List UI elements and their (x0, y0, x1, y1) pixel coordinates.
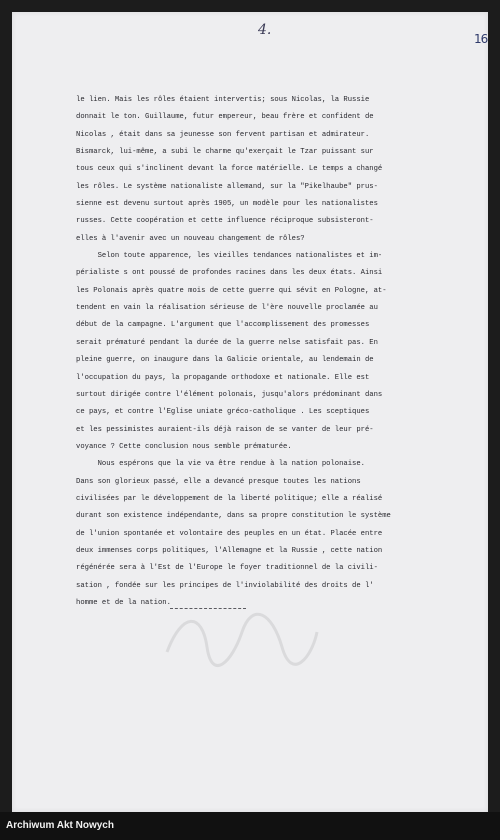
body-line: elles à l'avenir avec un nouveau changement de rôles? (76, 234, 305, 243)
archive-label: Archiwum Akt Nowych (6, 820, 114, 831)
body-line: l'occupation du pays, la propagande orthodoxe et nationale. Elle est (76, 373, 370, 382)
separator-rule (170, 608, 246, 609)
body-line: périaliste s ont poussé de profondes racines dans les deux états. Ainsi (76, 269, 383, 278)
body-line: sienne est devenu surtout après 1905, un modèle pour les nationalistes (76, 200, 378, 209)
body-line: deux immenses corps politiques, l'Allemagne et la Russie , cette nation (76, 546, 383, 555)
body-line: les rôles. Le système nationaliste allemand, sur la "Pikelhaube" prus- (76, 182, 378, 191)
body-line: surtout dirigée contre l'élément polonais, jusqu'alors prédominant dans (76, 390, 383, 399)
body-line: voyance ? Cette conclusion nous semble prématurée. (76, 442, 292, 451)
document-page (12, 12, 488, 812)
body-line: Bismarck, lui-même, a subi le charme qu'exerçait le Tzar puissant sur (76, 148, 374, 157)
archive-footer (0, 812, 500, 840)
archive-number: 16 (474, 32, 488, 46)
body-line: Nous espérons que la vie va être rendue à la nation polonaise. (76, 460, 365, 469)
body-line: homme et de la nation. (76, 598, 171, 607)
body-line: et les pessimistes auraient-ils déjà raison de se vanter de leur pré- (76, 425, 374, 434)
body-line: pleine guerre, on inaugure dans la Galicie orientale, au lendemain de (76, 356, 374, 365)
body-line: sation , fondée sur les principes de l'inviolabilité des droits de l' (76, 581, 374, 590)
body-line: début de la campagne. L'argument que l'accomplissement des promesses (76, 321, 370, 330)
body-line: civilisées par le développement de la liberté politique; elle a réalisé (76, 494, 383, 503)
body-line: Selon toute apparence, les vieilles tendances nationalistes et im- (76, 252, 383, 261)
body-line: tendent en vain la réalisation sérieuse de l'ère nouvelle proclamée au (76, 304, 378, 313)
show-through-signature (162, 602, 322, 672)
page-number: 4. (258, 22, 272, 38)
body-line: de l'union spontanée et volontaire des peuples en un état. Placée entre (76, 529, 383, 538)
body-line: russes. Cette coopération et cette influence réciproque subsisteront- (76, 217, 374, 226)
body-line: tous ceux qui s'inclinent devant la force matérielle. Le temps a changé (76, 165, 383, 174)
body-line: Nicolas , était dans sa jeunesse son fervent partisan et admirateur. (76, 130, 370, 139)
body-line: donnait le ton. Guillaume, futur empereur, beau frère et confident de (76, 113, 374, 122)
body-text (76, 92, 448, 612)
body-line: durant son existence indépendante, dans sa propre constitution le système (76, 512, 391, 521)
body-line: ce pays, et contre l'Eglise uniate gréco-catholique . Les sceptiques (76, 408, 370, 417)
body-line: serait prématuré pendant la durée de la guerre nelse satisfait pas. En (76, 338, 378, 347)
body-line: Dans son glorieux passé, elle a devancé presque toutes les nations (76, 477, 361, 486)
body-line: les Polonais après quatre mois de cette guerre qui sévit en Pologne, at- (76, 286, 387, 295)
body-line: régénérée sera à l'Est de l'Europe le foyer traditionnel de la civili- (76, 564, 378, 573)
body-line: le lien. Mais les rôles étaient intervertis; sous Nicolas, la Russie (76, 96, 370, 104)
